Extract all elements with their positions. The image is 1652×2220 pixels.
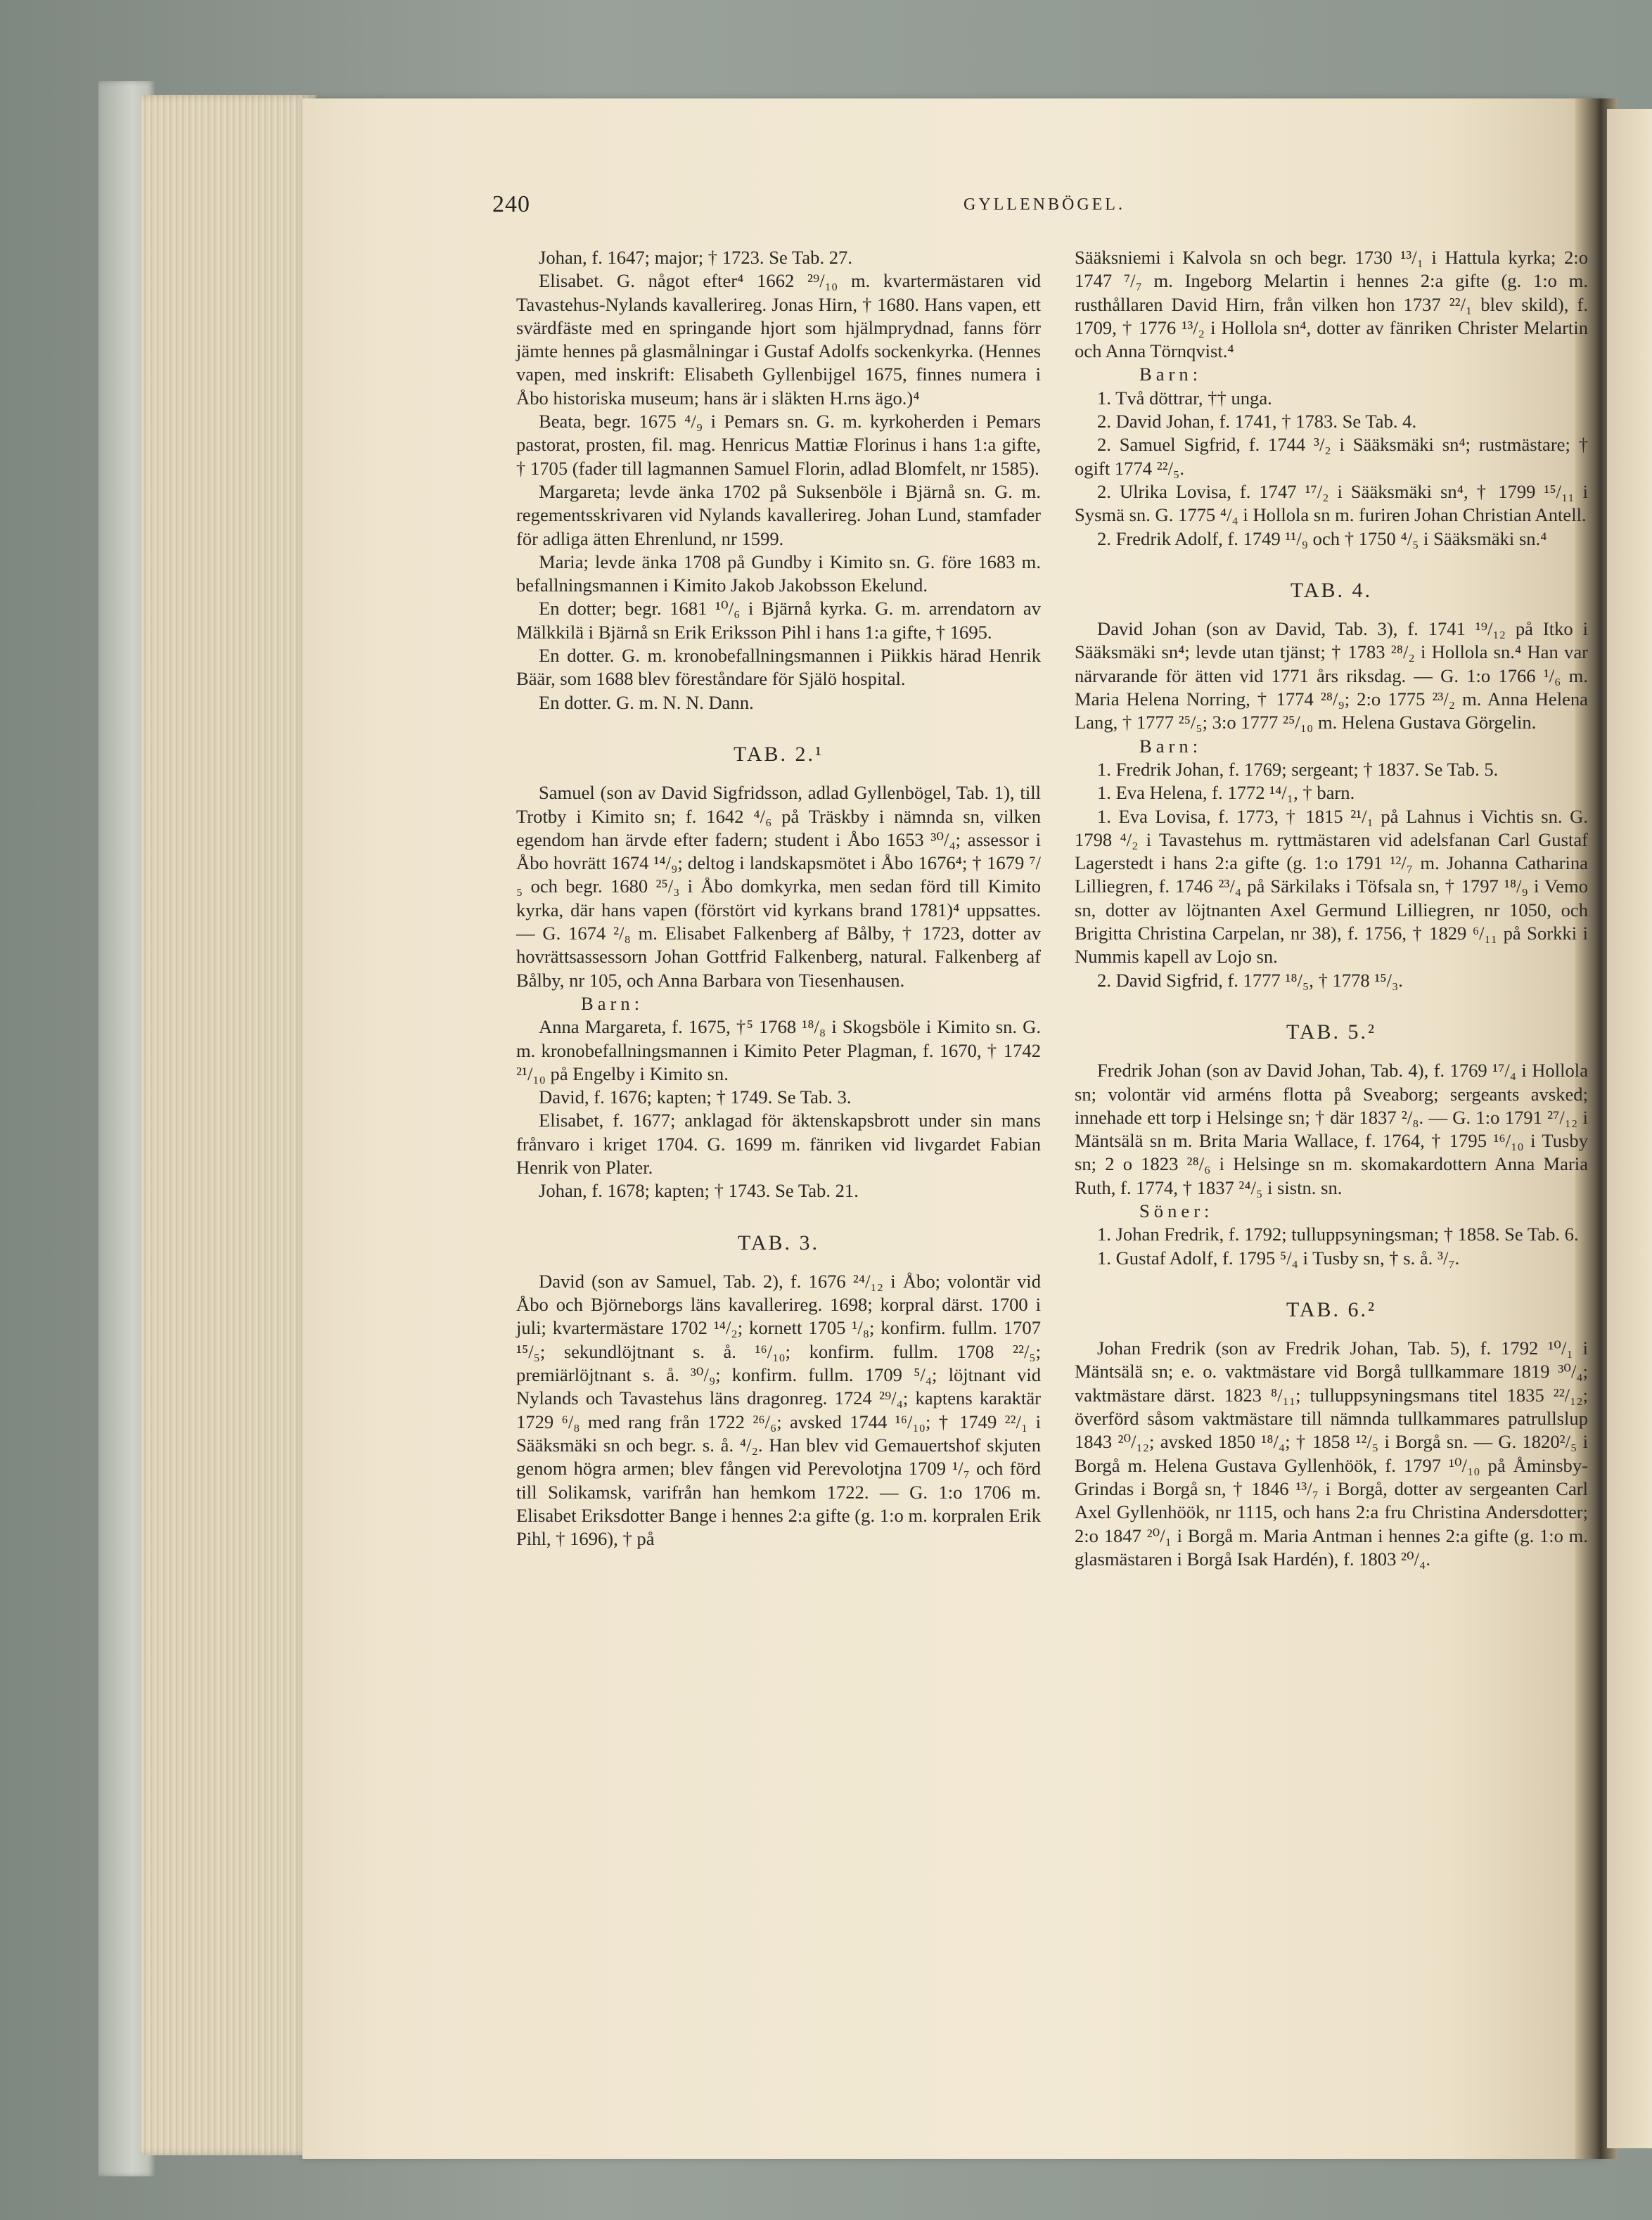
entry-paragraph: David, f. 1676; kapten; † 1749. Se Tab. 3. [539,1086,852,1108]
entry-paragraph: Elisabet, f. 1677; anklagad för äktenskapsbrott under sin mans frånvaro i kriget 1704. G. 1699 m. fänriken vid livgardet Fabian Henrik von Plater. [516,1110,1041,1178]
entry-paragraph: Margareta; levde änka 1702 på Suksenböle i Bjärnå sn. G. m. regementsskrivaren vid Nylands kavallerireg. Johan Lund, stamfader för adliga ätten Ehrenlund, nr 1599. [516,480,1041,549]
children-heading: Barn: [1139,364,1203,385]
entry-paragraph: 2. David Sigfrid, f. 1777 ¹⁸/₅, † 1778 ¹⁵/₃. [1097,969,1403,991]
entry-paragraph: En dotter; begr. 1681 ¹⁰/₆ i Bjärnå kyrka. G. m. arrendatorn av Mälkkilä i Bjärnå sn Erik Eriksson Pihl i hans 1:a gifte, † 1695. [516,598,1041,643]
entry-paragraph: 1. Två döttrar, †† unga. [1097,387,1272,409]
entry-paragraph: Samuel (son av David Sigfridsson, adlad Gyllenbögel, Tab. 1), till Trotby i Kimito sn; f. 1642 ⁴/₆ på Träskby i nämnda sn, vilken egendom han ärvde efter fadern; student i Åbo 1653 ³⁰/₄; assessor i Åbo hovrätt 1674 ¹⁴/₉; deltog i landskapsmötet i Åbo 1676⁴; † 1679 ⁷/₅ och begr. 1680 ²⁵/₃ i Åbo domkyrka, men sedan förd till Kimito kyrka, där hans vapen (förstört vid kyrkans brand 1781)⁴ uppsattes. — G. 1674 ²/₈ m. Elisabet Falkenberg af Bålby, † 1723, dotter av hovrättsassessorn Johan Gottfrid Falkenberg, natural. Falkenberg af Bålby, nr 105, och Anna Barbara von Tiesenhausen. [516,782,1041,991]
table-heading: TAB. 6.² [1286,1297,1377,1321]
page-number: 240 [492,191,530,217]
table-heading: TAB. 2.¹ [733,742,824,766]
children-heading: Söner: [1139,1200,1214,1221]
entry-paragraph: 2. Fredrik Adolf, f. 1749 ¹¹/₉ och † 1750 ⁴/₅ i Sääksmäki sn.⁴ [1097,527,1547,549]
running-title: GYLLENBÖGEL. [963,195,1125,214]
facing-page-edge [1607,109,1652,2148]
entry-paragraph: 1. Fredrik Johan, f. 1769; sergeant; † 1837. Se Tab. 5. [1097,758,1499,780]
entry-paragraph: En dotter. G. m. N. N. Dann. [539,691,754,713]
entry-paragraph: David Johan (son av David, Tab. 3), f. 1741 ¹⁹/₁₂ på Itko i Sääksmäki sn⁴; levde utan tjänst; † 1783 ²⁸/₂ i Hollola sn.⁴ Han var närvarande för ätten vid 1771 års riksdag. — G. 1:o 1766 ¹/₆ m. Maria Helena Norring, † 1774 ²⁸/₉; 2:o 1775 ²³/₂ m. Anna Helena Lang, † 1777 ²⁵/₅; 3:o 1777 ²⁵/₁₀ m. Helena Gustava Görgelin. [1075,618,1588,733]
entry-paragraph: Maria; levde änka 1708 på Gundby i Kimito sn. G. före 1683 m. befallningsmannen i Kimito Jakob Jakobsson Ekelund. [516,551,1041,596]
entry-paragraph: 2. Ulrika Lovisa, f. 1747 ¹⁷/₂ i Sääksmäki sn⁴, † 1799 ¹⁵/₁₁ i Sysmä sn. G. 1775 ⁴/₄ i Hollola sn m. furiren Johan Christian Antell. [1075,480,1588,526]
table-heading: TAB. 3. [737,1231,820,1255]
entry-paragraph: Fredrik Johan (son av David Johan, Tab. 4), f. 1769 ¹⁷/₄ i Hollola sn; volontär vid arméns flotta på Sveaborg; sergeants avsked; innehade ett torp i Helsinge sn; † där 1837 ²/₈. — G. 1:o 1791 ²⁷/₁₂ i Mäntsälä sn m. Brita Maria Wallace, f. 1764, † 1795 ¹⁶/₁₀ i Tusby sn; 2 o 1823 ²⁸/₆ i Helsinge sn m. skomakardottern Anna Maria Ruth, f. 1774, † 1837 ²⁴/₅ i sistn. sn. [1075,1060,1588,1198]
entry-paragraph: David (son av Samuel, Tab. 2), f. 1676 ²⁴/₁₂ i Åbo; volontär vid Åbo och Björneborgs läns kavallerireg. 1698; korpral därst. 1700 i juli; kvartermästare 1702 ¹⁴/₂; kornett 1705 ¹/₈; konfirm. fullm. 1707 ¹⁵/₅; sekundlöjtnant s. å. ¹⁶/₁₀; konfirm. fullm. 1708 ²²/₅; premiärlöjtnant s. å. ³⁰/₉; konfirm. fullm. 1709 ⁵/₄; löjtnant vid Nylands och Tavastehus läns dragonreg. 1724 ²⁹/₄; kaptens karaktär 1729 ⁶/₈ med rang från 1722 ²⁶/₆; avsked 1744 ¹⁶/₁₀; † 1749 ²²/₁ i Sääksmäki sn och begr. s. å. ⁴/₂. Han blev vid Gemauertshof skjuten genom högra armen; blev fången vid Perevolotjna 1709 ¹/₇ och förd till Solikamsk, varifrån han hemkom 1722. — G. 1:o 1706 m. Elisabet Eriksdotter Bange i hennes 2:a gifte (g. 1:o m. korpralen Erik Pihl, † 1696), † på [516,1270,1041,1550]
entry-paragraph: 1. Gustaf Adolf, f. 1795 ⁵/₄ i Tusby sn, † s. å. ³/₇. [1097,1247,1460,1269]
entry-paragraph: 1. Eva Helena, f. 1772 ¹⁴/₁, † barn. [1097,782,1355,804]
entry-paragraph: Johan, f. 1647; major; † 1723. Se Tab. 27. [539,247,853,268]
entry-paragraph: Beata, begr. 1675 ⁴/₉ i Pemars sn. G. m. kyrkoherden i Pemars pastorat, prosten, fil. mag. Henricus Mattiæ Florinus i hans 1:a gifte, † 1705 (fader till lagmannen Samuel Florin, adlad Blomfelt, nr 1585). [516,411,1041,479]
entry-paragraph: 1. Johan Fredrik, f. 1792; tulluppsyningsman; † 1858. Se Tab. 6. [1097,1224,1579,1245]
left-text-column [516,246,1041,1551]
entry-paragraph: 1. Eva Lovisa, f. 1773, † 1815 ²¹/₁ på Lahnus i Vichtis sn. G. 1798 ⁴/₂ i Tavastehus m. ryttmästaren vid adelsfanan Carl Gustaf Lagerstedt i hans 2:a gifte (g. 1:o 1791 ¹²/₇ m. Johanna Catharina Lilliegren, f. 1746 ²³/₄ på Särkilaks i Töfsala sn, † 1797 ¹⁸/₉ i Vemo sn, dotter av löjtnanten Axel Germund Lilliegren, nr 1050, och Brigitta Christina Carpelan, nr 38), f. 1756, † 1829 ⁶/₁₁ på Sorkki i Nummis kapell av Lojo sn. [1075,805,1588,968]
entry-paragraph: En dotter. G. m. kronobefallningsmannen i Piikkis härad Henrik Bäär, som 1688 blev föreståndare för Själö hospital. [516,645,1041,690]
entry-paragraph: Elisabet. G. något efter⁴ 1662 ²⁹/₁₀ m. kvartermästaren vid Tavastehus-Nylands kavallerireg. Jonas Hirn, † 1680. Hans vapen, ett svärdfäste med en springande hjort som hjälmprydnad, fanns förr jämte hennes på glasmålningar i Gustaf Adolfs sockenkyrka. (Hennes vapen, med inskrift: Elisabeth Gyllenbijgel 1675, finnes numera i Åbo historiska museum; hans är i släkten H.rns ägo.)⁴ [516,270,1041,409]
entry-paragraph: Johan, f. 1678; kapten; † 1743. Se Tab. 21. [539,1180,859,1202]
page-stack-edge [141,95,316,2155]
children-heading: Barn: [1139,735,1203,757]
entry-paragraph: 2. David Johan, f. 1741, † 1783. Se Tab. 4. [1097,411,1417,432]
entry-paragraph: Johan Fredrik (son av Fredrik Johan, Tab. 5), f. 1792 ¹⁰/₁ i Mäntsälä sn; e. o. vaktmästare vid Borgå tullkammare 1819 ³⁰/₄; vaktmästare därst. 1823 ⁸/₁₁; tulluppsyningsmans titel 1835 ²²/₁₂; överförd såsom vaktmästare till nämnda tullkammares patrullslup 1843 ²⁰/₁₂; avsked 1850 ¹⁸/₄; † 1858 ¹²/₅ i Borgå sn. — G. 1820²/₅ i Borgå m. Helena Gustava Gyllenhöök, f. 1797 ¹⁰/₁₀ på Åminsby-Grindas i Borgå sn, † 1846 ¹³/₇ i Borgå, dotter av sergeanten Carl Axel Gyllenhöök, nr 1115, och hans 2:a fru Christina Andersdotter; 2:o 1847 ²⁰/₁ i Borgå m. Maria Antman i hennes 2:a gifte (g. 1:o m. glasmästaren i Borgå Isak Hardén), f. 1803 ²⁰/₄. [1075,1337,1588,1570]
entry-paragraph: Sääksniemi i Kalvola sn och begr. 1730 ¹³/₁ i Hattula kyrka; 2:o 1747 ⁷/₇ m. Ingeborg Melartin i hennes 2:a gifte (g. 1:o m. rusthållaren David Hirn, från vilken hon 1737 ²²/₁ blev skild), f. 1709, † 1776 ¹³/₂ i Hollola sn⁴, dotter av fänriken Christer Melartin och Anna Törnqvist.⁴ [1075,247,1588,362]
entry-paragraph: 2. Samuel Sigfrid, f. 1744 ³/₂ i Sääksmäki sn⁴; rustmästare; † ogift 1774 ²²/₅. [1075,434,1588,479]
children-heading: Barn: [581,992,644,1014]
table-heading: TAB. 5.² [1286,1020,1377,1044]
table-heading: TAB. 4. [1290,578,1373,602]
entry-paragraph: Anna Margareta, f. 1675, †⁵ 1768 ¹⁸/₈ i Skogsböle i Kimito sn. G. m. kronobefallningsmannen i Kimito Peter Plagman, f. 1670, † 1742 ²¹/₁₀ på Engelby i Kimito sn. [516,1016,1041,1084]
right-text-column [1075,246,1588,1571]
page-header [492,191,1589,226]
